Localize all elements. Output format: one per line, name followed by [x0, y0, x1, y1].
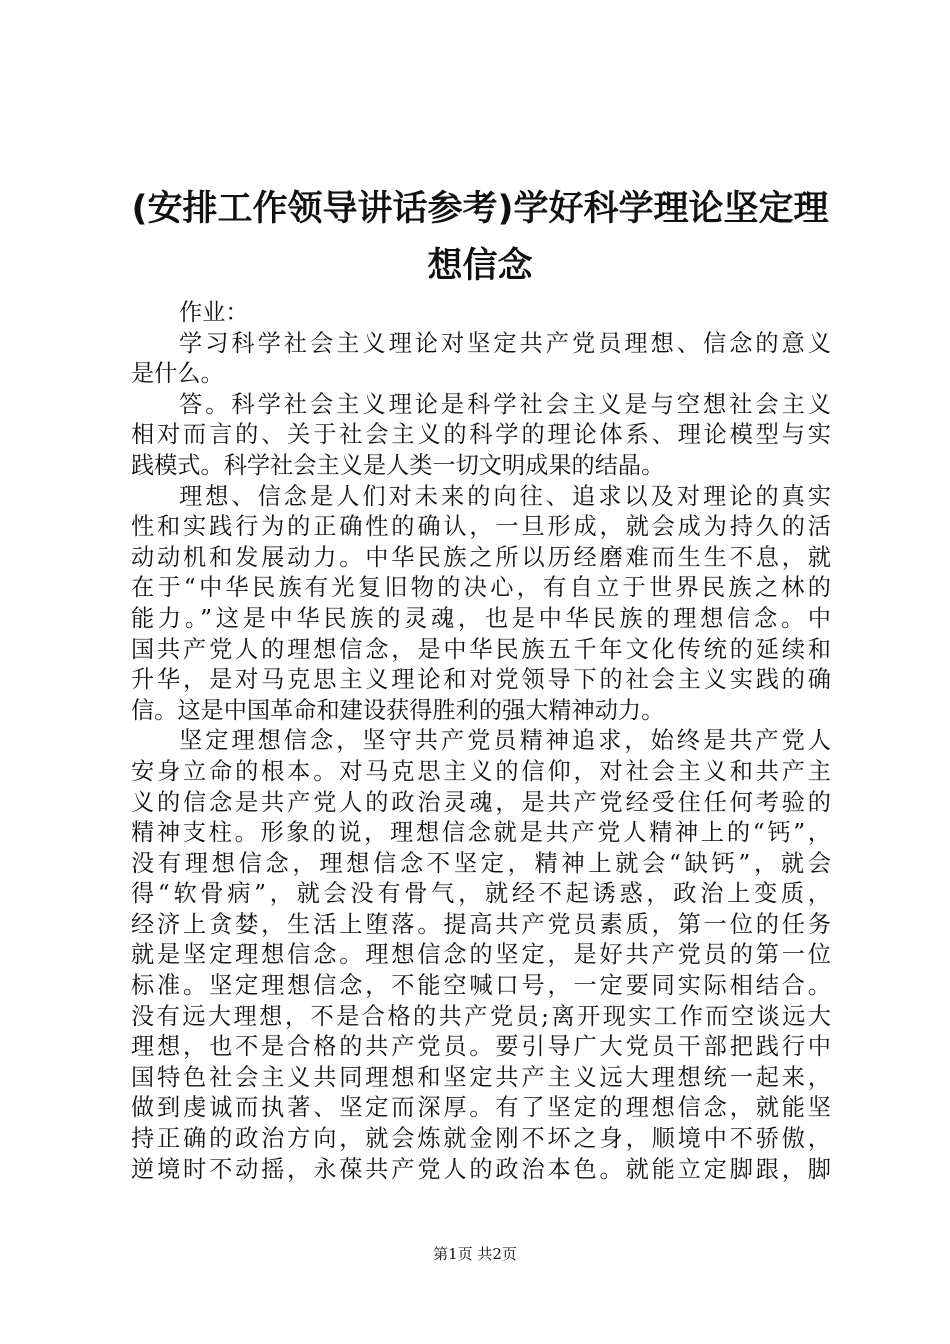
body-line: 安身立命的根本。对马克思主义的信仰，对社会主义和共产主 [131, 757, 831, 785]
body-line: 国特色社会主义共同理想和坚定共产主义远大理想统一起来， [131, 1063, 831, 1091]
body-line: 答。科学社会主义理论是科学社会主义是与空想社会主义 [179, 390, 831, 418]
body-line: 逆境时不动摇，永葆共产党人的政治本色。就能立定脚跟，脚 [131, 1155, 831, 1183]
body-line: 动动机和发展动力。中华民族之所以历经磨难而生生不息，就 [131, 543, 831, 571]
body-line: 就是坚定理想信念。理想信念的坚定，是好共产党员的第一位 [131, 941, 831, 969]
body-line: 在于“中华民族有光复旧物的决心，有自立于世界民族之林的 [131, 574, 831, 602]
body-line: 升华，是对马克思主义理论和对党领导下的社会主义实践的确 [131, 666, 831, 694]
body-line: 性和实践行为的正确性的确认，一旦形成，就会成为持久的活 [131, 513, 831, 541]
page-footer: 第1页 共2页 [433, 1245, 517, 1263]
body-line: 精神支柱。形象的说，理想信念就是共产党人精神上的“钙”， [131, 819, 831, 847]
body-line: 得“软骨病”，就会没有骨气，就经不起诱惑，政治上变质， [131, 880, 831, 908]
document-body [131, 298, 831, 1185]
body-line: 标准。坚定理想信念，不能空喊口号，一定要同实际相结合。 [131, 972, 831, 1000]
body-line: 能力。”这是中华民族的灵魂，也是中华民族的理想信念。中 [131, 604, 831, 632]
body-line: 坚定理想信念，坚守共产党员精神追求，始终是共产党人 [179, 727, 831, 755]
body-line: 持正确的政治方向，就会炼就金刚不坏之身，顺境中不骄傲， [131, 1125, 831, 1153]
document-title-line-2: 想信念 [427, 246, 533, 286]
body-line: 国共产党人的理想信念，是中华民族五千年文化传统的延续和 [131, 635, 831, 663]
body-line: 理想，也不是合格的共产党员。要引导广大党员干部把践行中 [131, 1033, 831, 1061]
body-line: 经济上贪婪，生活上堕落。提高共产党员素质，第一位的任务 [131, 910, 831, 938]
body-line: 理想、信念是人们对未来的向往、追求以及对理论的真实 [179, 482, 831, 510]
body-line: 相对而言的、关于社会主义的科学的理论体系、理论模型与实 [131, 421, 831, 449]
body-line: 践模式。科学社会主义是人类一切文明成果的结晶。 [131, 451, 665, 479]
body-line: 没有远大理想，不是合格的共产党员;离开现实工作而空谈远大 [131, 1002, 831, 1030]
body-line: 做到虔诚而执著、坚定而深厚。有了坚定的理想信念，就能坚 [131, 1094, 831, 1122]
body-line: 作业： [179, 299, 249, 326]
body-line: 信。这是中国革命和建设获得胜利的强大精神动力。 [131, 696, 665, 724]
body-line: 义的信念是共产党人的政治灵魂，是共产党经受住任何考验的 [131, 788, 831, 816]
body-line: 学习科学社会主义理论对坚定共产党员理想、信念的意义 [179, 329, 831, 357]
document-title-line-1: (安排工作领导讲话参考)学好科学理论坚定理 [131, 189, 829, 229]
body-line: 没有理想信念，理想信念不坚定，精神上就会“缺钙”，就会 [131, 849, 831, 877]
body-line: 是什么。 [131, 360, 224, 388]
